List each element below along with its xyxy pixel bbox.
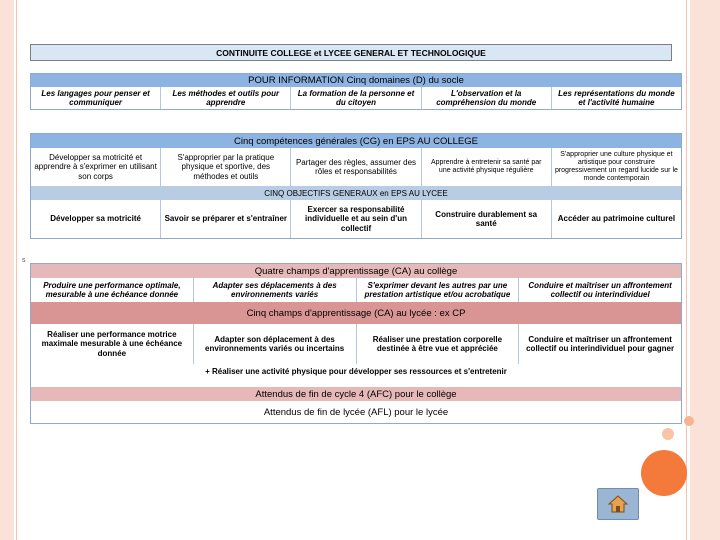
afc-header: Attendus de fin de cycle 4 (AFC) pour le collège (31, 387, 681, 401)
document-title: CONTINUITE COLLEGE et LYCEE GENERAL ET TECHNOLOGIQUE (30, 44, 672, 61)
cg-item: S'approprier une culture physique et artistique pour construire progressivement un regard lucide sur le monde contemporain (554, 150, 678, 183)
socle-item: La formation de la personne et du citoyen (291, 87, 421, 109)
cg-header: Cinq compétences générales (CG) en EPS AU COLLEGE (31, 134, 681, 148)
ca-lycee-item: Conduire et maîtriser un affrontement collectif ou interindividuel pour gagner (526, 334, 675, 353)
ca-college-item: Produire une performance optimale, mesurable à une échéance donnée (31, 278, 194, 302)
ca-lycee-item: Réaliser une performance motrice maximale mesurable à une échéance donnée (31, 324, 194, 364)
ca-lycee-item: Réaliser une prestation corporelle destinée à être vue et appréciée (357, 324, 520, 364)
ca-college-row (31, 278, 681, 302)
og-item: Accéder au patrimoine culturel (557, 214, 676, 224)
spacer (31, 379, 681, 387)
cg-row (31, 148, 681, 186)
side-mark: s (22, 257, 26, 264)
cg-item: Apprendre à entretenir sa santé par une activité physique régulière (422, 148, 552, 186)
decor-circle-small (684, 416, 694, 426)
ca-lycee-header: Cinq champs d'apprentissage (CA) au lycée : ex CP (31, 302, 681, 324)
cg-item: Partager des règles, assumer des rôles et responsabilités (291, 148, 421, 186)
og-item: Développer sa motricité (31, 200, 161, 238)
cg-item: S'approprier par la pratique physique et sportive, des méthodes et outils (161, 148, 291, 186)
right-divider-line (686, 0, 687, 540)
socle-item: Les représentations du monde et l'activité humaine (558, 88, 675, 107)
ca-college-header: Quatre champs d'apprentissage (CA) au collège (31, 264, 681, 278)
socle-section (30, 73, 682, 110)
home-button[interactable] (597, 488, 639, 520)
socle-item: Les langages pour penser et communiquer (31, 87, 161, 109)
decor-circle-orange (641, 450, 687, 496)
socle-row (31, 87, 681, 109)
og-row (31, 200, 681, 238)
og-item: Construire durablement sa santé (422, 200, 552, 238)
socle-header: POUR INFORMATION Cinq domaines (D) du socle (31, 74, 681, 87)
afl-header: Attendus de fin de lycée (AFL) pour le lycée (263, 406, 449, 418)
right-border (690, 0, 720, 540)
socle-item: L'observation et la compréhension du monde (422, 87, 552, 109)
cg-og-section (30, 133, 682, 239)
og-item: Exercer sa responsabilité individuelle et au sein d'un collectif (291, 200, 421, 238)
og-header: CINQ OBJECTIFS GENERAUX en EPS AU LYCEE (31, 186, 681, 200)
ca-section (30, 263, 682, 424)
ca-lycee-item: Adapter son déplacement à des environnements variés ou incertains (194, 324, 357, 364)
decor-circle-tiny (662, 428, 674, 440)
ca-college-item: Adapter ses déplacements à des environnements variés (194, 278, 357, 302)
ca-college-item: S'exprimer devant les autres par une prestation artistique et/ou acrobatique (357, 278, 520, 302)
cg-item: Développer sa motricité et apprendre à s'exprimer en utilisant son corps (31, 148, 161, 186)
socle-item: Les méthodes et outils pour apprendre (161, 87, 291, 109)
ca-lycee-extra: + Réaliser une activité physique pour développer ses ressources et s'entretenir (205, 367, 507, 376)
left-divider-line (16, 0, 17, 540)
home-icon (608, 495, 628, 513)
left-border (0, 0, 14, 540)
ca-lycee-row (31, 324, 681, 364)
ca-college-item: Conduire et maîtriser un affrontement collectif ou interindividuel (528, 280, 672, 299)
og-item: Savoir se préparer et s'entraîner (161, 200, 291, 238)
